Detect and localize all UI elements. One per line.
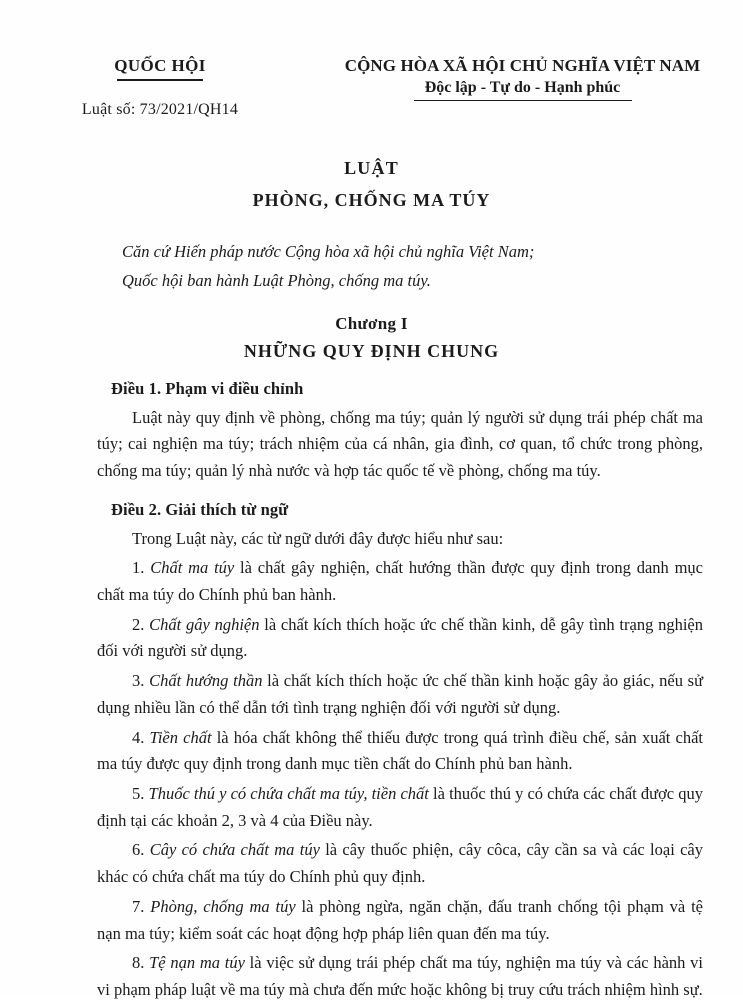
clause-number: 7. xyxy=(132,896,151,916)
motto-underline xyxy=(414,100,632,102)
clause-defined-term: Tiền chất xyxy=(149,727,212,747)
clause-item xyxy=(97,668,703,721)
national-motto: Độc lập - Tự do - Hạnh phúc xyxy=(424,79,621,97)
clause-text: là chất gây nghiện, chất hướng thần được quy định trong danh mục chất ma túy do Chính phủ ban hành. xyxy=(97,558,703,604)
article-2-clause-list xyxy=(97,555,703,1004)
clause-defined-term: Phòng, chống ma túy xyxy=(150,896,296,916)
issuing-organization: QUỐC HỘI xyxy=(114,56,206,75)
clause-defined-term: Chất ma túy xyxy=(150,558,235,578)
clause-defined-term: Chất gây nghiện xyxy=(149,614,260,634)
clause-number: 4. xyxy=(132,727,150,747)
document-type-title: LUẬT xyxy=(344,157,399,178)
country-name: CỘNG HÒA XÃ HỘI CHỦ NGHĨA VIỆT NAM xyxy=(344,56,701,75)
clause-text: là phòng ngừa, ngăn chặn, đấu tranh chống tội phạm và tệ nạn ma túy; kiểm soát các hoạt động hợp pháp liên quan đến ma túy. xyxy=(97,896,703,943)
clause-number: 3. xyxy=(132,671,150,691)
document-title-block xyxy=(0,156,743,213)
document-subject-title: PHÒNG, CHỐNG MA TÚY xyxy=(252,189,491,210)
clause-defined-term: Cây có chứa chất ma túy xyxy=(149,840,320,860)
clause-text: là thuốc thú y có chứa các chất được quy định tại các khoản 2, 3 và 4 của Điều này. xyxy=(97,784,703,830)
article-1-heading: Điều 1. Phạm vi điều chỉnh xyxy=(111,378,304,398)
chapter-block xyxy=(0,314,743,362)
clause-item xyxy=(97,781,703,834)
clause-text: là hóa chất không thể thiếu được trong quá trình điều chế, sản xuất chất ma túy được quy định trong danh mục tiền chất do Chính phủ ban hành. xyxy=(97,727,703,774)
clause-number: 5. xyxy=(132,784,149,803)
clause-number: 6. xyxy=(132,840,150,860)
clause-number: 1. xyxy=(132,558,151,578)
clause-text: là cây thuốc phiện, cây côca, cây cần sa và các loại cây khác có chứa chất ma túy do Chính phủ quy định. xyxy=(97,840,703,887)
clause-item xyxy=(97,725,703,778)
article-2-intro: Trong Luật này, các từ ngữ dưới đây được hiểu như sau: xyxy=(132,528,504,548)
clause-text: là chất kích thích hoặc ức chế thần kinh hoặc gây ảo giác, nếu sử dụng nhiều lần có thể dẫn tới tình trạng nghiện đối với người sử dụng. xyxy=(97,671,704,717)
organization-underline xyxy=(117,79,203,81)
document-masthead xyxy=(0,0,743,119)
clause-defined-term: Thuốc thú y có chứa chất ma túy, tiền chất xyxy=(148,784,429,803)
clause-item xyxy=(97,837,703,890)
preamble-line-2: Quốc hội ban hành Luật Phòng, chống ma túy. xyxy=(122,270,431,290)
document-body xyxy=(97,376,703,1004)
clause-defined-term: Tệ nạn ma túy xyxy=(149,953,245,973)
clause-item xyxy=(97,555,703,608)
law-number: Luật số: 73/2021/QH14 xyxy=(81,100,239,118)
preamble-block xyxy=(108,238,671,295)
chapter-label: Chương I xyxy=(335,313,408,333)
national-heading-block xyxy=(310,56,743,101)
article-2-heading: Điều 2. Giải thích từ ngữ xyxy=(111,499,289,519)
clause-item xyxy=(97,894,703,947)
chapter-title: NHỮNG QUY ĐỊNH CHUNG xyxy=(243,340,500,361)
article-1-body: Luật này quy định về phòng, chống ma túy; quản lý người sử dụng trái phép chất ma túy; cai nghiện ma túy; trách nhiệm của cá nhân, gia đình, cơ quan, tổ chức trong phòng, chống ma túy; quản lý nhà nước và hợp tác quốc tế về phòng, chống ma túy. xyxy=(97,407,703,481)
preamble-line-1: Căn cứ Hiến pháp nước Cộng hòa xã hội chủ nghĩa Việt Nam; xyxy=(122,242,535,262)
clause-text: là chất kích thích hoặc ức chế thần kinh, dễ gây tình trạng nghiện đối với người sử dụng. xyxy=(97,614,704,661)
issuing-organization-block xyxy=(0,56,310,119)
clause-number: 2. xyxy=(132,614,150,634)
clause-text: là việc sử dụng trái phép chất ma túy, nghiện ma túy và các hành vi vi phạm pháp luật về ma túy mà chưa đến mức hoặc không bị truy cứu trách nhiệm hình sự. xyxy=(97,953,704,1000)
clause-number: 8. xyxy=(132,953,150,973)
clause-defined-term: Chất hướng thần xyxy=(149,671,263,691)
clause-item xyxy=(97,612,703,665)
